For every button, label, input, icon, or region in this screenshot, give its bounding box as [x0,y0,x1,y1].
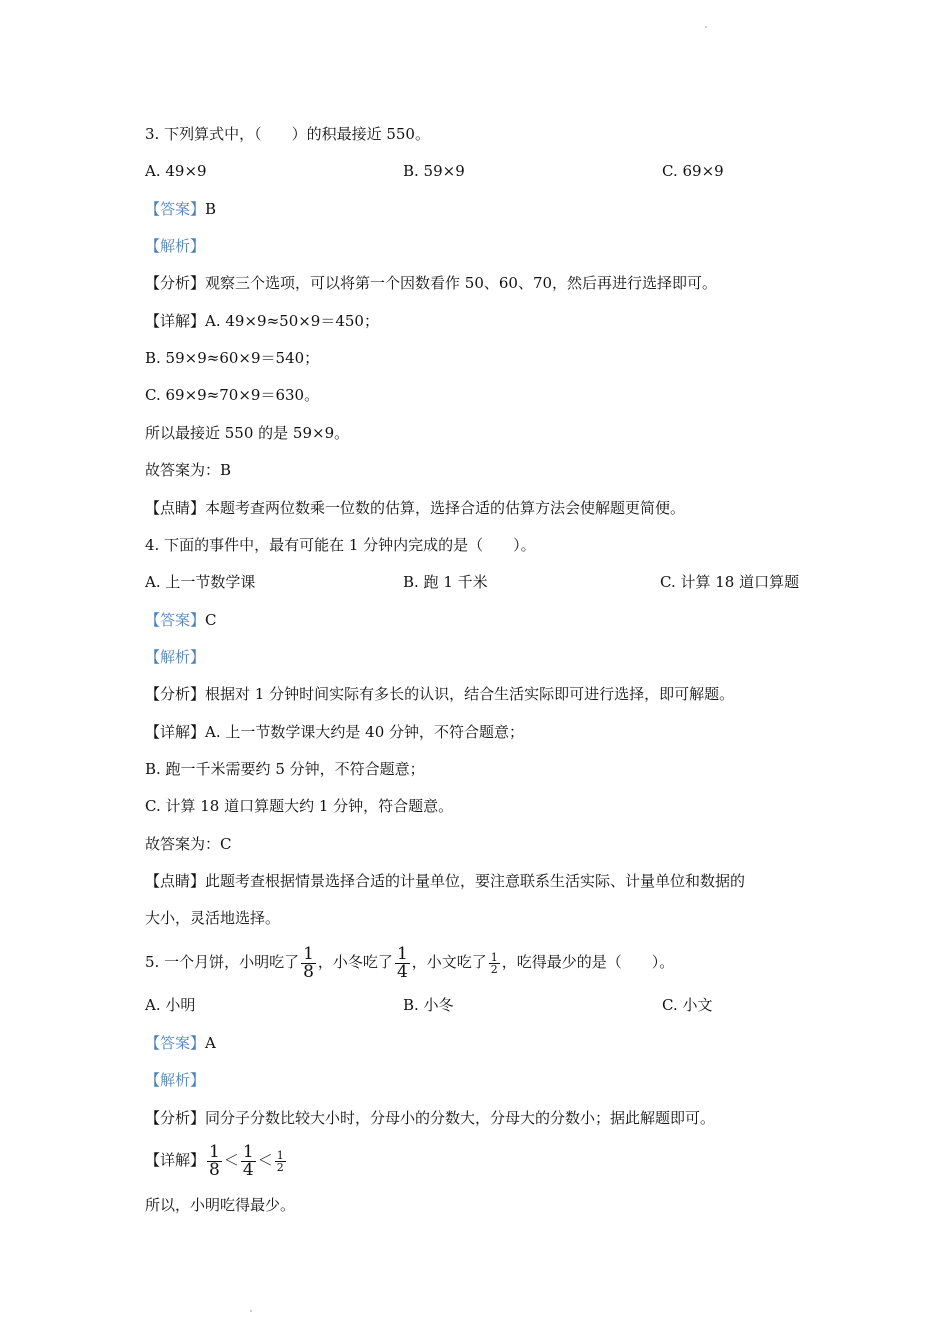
less-than-sign: ＜ [223,1151,239,1169]
q5-conclusion: 所以，小明吃得最少。 [145,1196,296,1214]
fenxi-text: 同分子分数比较大小时，分母小的分数大，分母大的分数小；据此解题即可。 [205,1109,716,1127]
fraction-one-quarter: $\frac{1}{4}$ [396,943,408,982]
scan-dot [705,26,707,28]
answer-tag: 【答案】 [145,1034,206,1052]
scan-dot [250,1310,252,1312]
q3-option-b: B. 59×9 [403,162,465,180]
q4-option-b: B. 跑 1 千米 [403,573,488,591]
q4-fenxi [145,684,734,704]
q4-option-a: A. 上一节数学课 [145,573,256,591]
dianjing-text: 本题考查两位数乘一位数的估算，选择合适的估算方法会使解题更简便。 [205,499,686,517]
q3-answer [145,199,216,219]
q3-conclusion: 所以最接近 550 的是 59×9。 [145,424,350,442]
fenxi-tag: 【分析】 [145,1109,206,1127]
answer-tag: 【答案】 [145,611,206,629]
q4-final-answer: 故答案为：C [145,835,232,853]
q4-dianjing [145,871,745,891]
detail-text: A. 上一节数学课大约是 40 分钟，不符合题意； [205,723,525,741]
fenxi-tag: 【分析】 [145,274,206,292]
q3-question: 3. 下列算式中，（ ）的积最接近 550。 [145,125,430,143]
fraction-one-quarter: $\frac{1}{4}$ [242,1141,254,1180]
q3-dianjing [145,498,685,518]
q5-text-4: ，吃得最少的是（ ）。 [501,953,675,971]
answer-value: C [205,611,217,629]
q3-detail-b: B. 59×9≈60×9＝540； [145,349,320,367]
q3-detail-c: C. 69×9≈70×9＝630。 [145,386,320,404]
q5-text-1: 5. 一个月饼，小明吃了 [145,953,300,971]
fenxi-text: 根据对 1 分钟时间实际有多长的认识，结合生活实际即可进行选择，即可解题。 [205,685,735,703]
dianjing-tag: 【点睛】 [145,499,206,517]
q5-analysis-tag: 【解析】 [145,1071,206,1089]
q4-dianjing-cont: 大小，灵活地选择。 [145,909,281,927]
q4-question: 4. 下面的事件中，最有可能在 1 分钟内完成的是（ ）。 [145,536,536,554]
q4-answer [145,610,217,630]
q3-fenxi [145,273,717,293]
q3-option-a: A. 49×9 [145,162,207,180]
fenxi-text: 观察三个选项，可以将第一个因数看作 50、60、70，然后再进行选择即可。 [205,274,718,292]
q4-analysis-tag: 【解析】 [145,648,206,666]
q5-question [145,938,674,986]
fraction-one-half: $\frac{1}{2}$ [276,1148,284,1174]
q5-option-a: A. 小明 [145,996,196,1014]
q3-detail-a [145,311,379,331]
q4-detail-a [145,722,524,742]
q5-option-c: C. 小文 [662,996,713,1014]
q5-option-b: B. 小冬 [403,996,454,1014]
q4-detail-c: C. 计算 18 道口算题大约 1 分钟，符合题意。 [145,797,454,815]
q5-text-2: ，小冬吃了 [317,953,393,971]
q5-fenxi [145,1108,715,1128]
q3-option-c: C. 69×9 [662,162,724,180]
q3-analysis-tag: 【解析】 [145,237,206,255]
fenxi-tag: 【分析】 [145,685,206,703]
less-than-sign: ＜ [257,1151,273,1169]
q5-text-3: ，小文吃了 [411,953,487,971]
fraction-one-eighth: $\frac{1}{8}$ [303,943,314,982]
answer-tag: 【答案】 [145,200,206,218]
q5-detail [145,1136,288,1184]
detail-tag: 【详解】 [145,723,206,741]
q3-final-answer: 故答案为：B [145,461,232,479]
q4-option-c: C. 计算 18 道口算题 [660,573,800,591]
detail-text: A. 49×9≈50×9＝450； [205,312,379,330]
detail-tag: 【详解】 [145,312,206,330]
detail-tag: 【详解】 [145,1151,206,1169]
dianjing-tag: 【点睛】 [145,872,206,890]
answer-value: A [205,1034,216,1052]
q4-detail-b: B. 跑一千米需要约 5 分钟，不符合题意； [145,760,425,778]
dianjing-text: 此题考查根据情景选择合适的计量单位，要注意联系生活实际、计量单位和数据的 [205,872,746,890]
fraction-one-half: $\frac{1}{2}$ [490,950,498,976]
answer-value: B [205,200,217,218]
fraction-one-eighth: $\frac{1}{8}$ [209,1141,220,1180]
q5-answer [145,1033,216,1053]
